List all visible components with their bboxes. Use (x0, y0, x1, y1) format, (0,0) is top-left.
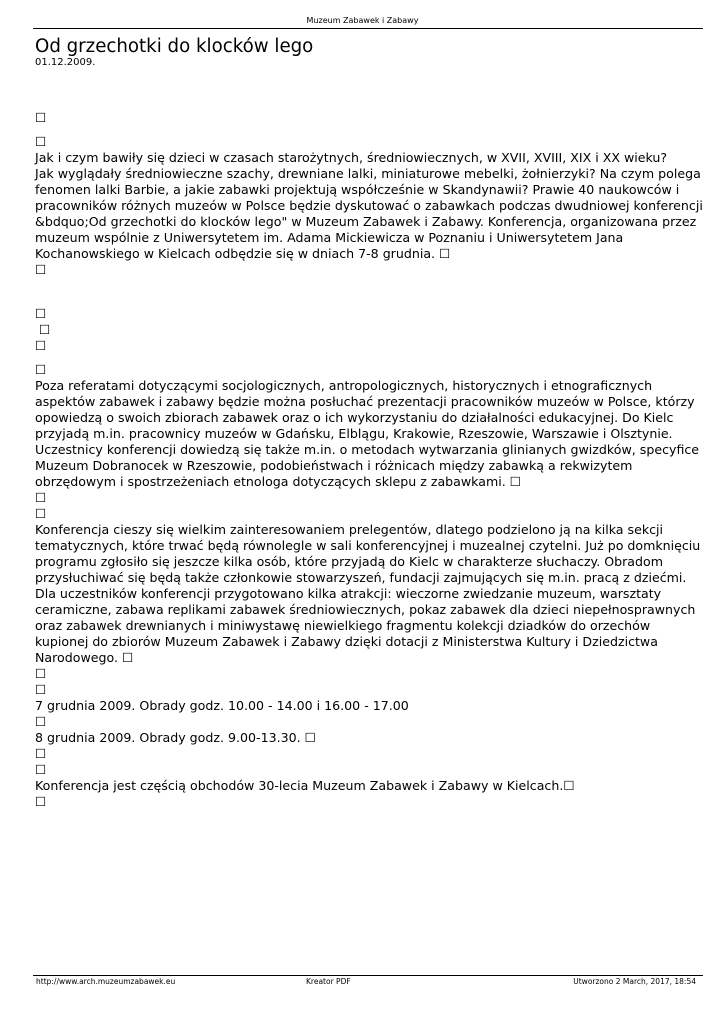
text-line: Narodowego. ☐ (35, 650, 134, 665)
paragraph-interest (35, 522, 707, 666)
paragraph-program (35, 378, 707, 490)
placeholder-box: ☐ (35, 306, 47, 321)
text-line: kupionej do zbiorów Muzeum Zabawek i Zabawy dzięki dotacji z Ministerstwa Kultury i Dziedzictwa (35, 634, 658, 649)
placeholder-box: ☐ (35, 338, 47, 353)
placeholder-box: ☐ (35, 110, 47, 125)
text-line: Jak i czym bawiły się dzieci w czasach starożytnych, średniowiecznych, w XVII, XVIII, XIX i XX wieku? (35, 150, 668, 165)
text-line: Konferencja cieszy się wielkim zainteresowaniem prelegentów, dlatego podzielono ją na kilka sekcji (35, 522, 664, 537)
text-line: opowiedzą o swoich zbiorach zabawek oraz o ich wykorzystaniu do działalności edukacyjnej. Do Kielc (35, 410, 674, 425)
article-title: Od grzechotki do klocków lego (35, 36, 314, 57)
page-footer (36, 977, 696, 989)
footer-url-link[interactable]: http://www.arch.muzeumzabawek.eu (36, 977, 176, 986)
placeholder-box: ☐ (35, 134, 47, 149)
placeholder-box: ☐ (35, 666, 47, 681)
paragraph-intro (35, 150, 707, 262)
text-line: aspektów zabawek i zabawy będzie można posłuchać prezentacji pracowników muzeów w Polsce, którzy (35, 394, 695, 409)
text-line: Poza referatami dotyczącymi socjologicznych, antropologicznych, historycznych i etnograficznych (35, 378, 653, 393)
placeholder-box: ☐ (39, 322, 51, 337)
text-line: obrzędowym i spostrzeżeniach etnologa dotyczących sklepu z zabawkami. ☐ (35, 474, 522, 489)
header-divider (33, 28, 703, 29)
placeholder-box: ☐ (35, 714, 47, 729)
footer-created-timestamp: Utworzono 2 March, 2017, 18:54 (573, 977, 696, 986)
text-line: Dla uczestników konferencji przygotowano kilka atrakcji: wieczorne zwiedzanie muzeum, warsztaty (35, 586, 662, 601)
placeholder-box: ☐ (35, 762, 47, 777)
text-line: przysłuchiwać się będą także członkowie stowarzyszeń, fundacji zajmujących się m.in. pracą z dziećmi. (35, 570, 687, 585)
text-line: pracowników różnych muzeów w Polsce będzie dyskutować o zabawkach podczas dwudniowej konferencji (35, 198, 703, 213)
text-line: fenomen lalki Barbie, a jakie zabawki projektują współcześnie w Skandynawii? Prawie 40 naukowców i (35, 182, 680, 197)
text-line: Uczestnicy konferencji dowiedzą się także m.in. o metodach wytwarzania glinianych gwizdków, specyfice (35, 442, 700, 457)
text-line: Kochanowskiego w Kielcach odbędzie się w dniach 7-8 grudnia. ☐ (35, 246, 451, 261)
text-line: przyjadą m.in. pracownicy muzeów w Gdańsku, Elblągu, Krakowie, Rzeszowie, Warszawie i Olsztynie. (35, 426, 673, 441)
site-header-title: Muzeum Zabawek i Zabawy (306, 16, 419, 25)
text-line: Muzeum Dobranocek w Rzeszowie, podobieństwach i różnicach między zabawką a rekwizytem (35, 458, 633, 473)
schedule-day-2: 8 grudnia 2009. Obrady godz. 9.00-13.30. ☐ (35, 730, 316, 745)
text-line: tematycznych, które trwać będą równolegle w sali konferencyjnej i muzealnej czytelni. Już po domknięciu (35, 538, 701, 553)
article (35, 37, 707, 810)
placeholder-box: ☐ (35, 746, 47, 761)
placeholder-box: ☐ (35, 794, 47, 809)
text-line: Jak wyglądały średniowieczne szachy, drewniane lalki, miniaturowe mebelki, żołnierzyki? Na czym polega (35, 166, 701, 181)
placeholder-box: ☐ (35, 506, 47, 521)
text-line: oraz zabawek drewnianych i miniwystawę niewielkiego fragmentu kolekcji dziadków do orzechów (35, 618, 651, 633)
text-line: &bdquo;Od grzechotki do klocków lego" w Muzeum Zabawek i Zabawy. Konferencja, organizowana przez (35, 214, 697, 229)
placeholder-box: ☐ (35, 490, 47, 505)
placeholder-box: ☐ (35, 362, 47, 377)
placeholder-box: ☐ (35, 682, 47, 697)
placeholder-box: ☐ (35, 262, 47, 277)
text-line: muzeum wspólnie z Uniwersytetem im. Adama Mickiewicza w Poznaniu i Uniwersytetem Jana (35, 230, 624, 245)
text-line: ceramiczne, zabawa replikami zabawek średniowiecznych, pokaz zabawek dla dzieci niepełnosprawnych (35, 602, 696, 617)
footer-generator: Kreator PDF (306, 977, 351, 986)
footer-divider (33, 975, 703, 976)
article-date: 01.12.2009. (35, 57, 96, 68)
schedule-day-1: 7 grudnia 2009. Obrady godz. 10.00 - 14.00 i 16.00 - 17.00 (35, 698, 409, 713)
text-line: programu zgłosiło się jeszcze kilka osób, które przyjadą do Kielc w charakterze słuchaczy. Obradom (35, 554, 663, 569)
closing-note: Konferencja jest częścią obchodów 30-lecia Muzeum Zabawek i Zabawy w Kielcach.☐ (35, 778, 575, 793)
